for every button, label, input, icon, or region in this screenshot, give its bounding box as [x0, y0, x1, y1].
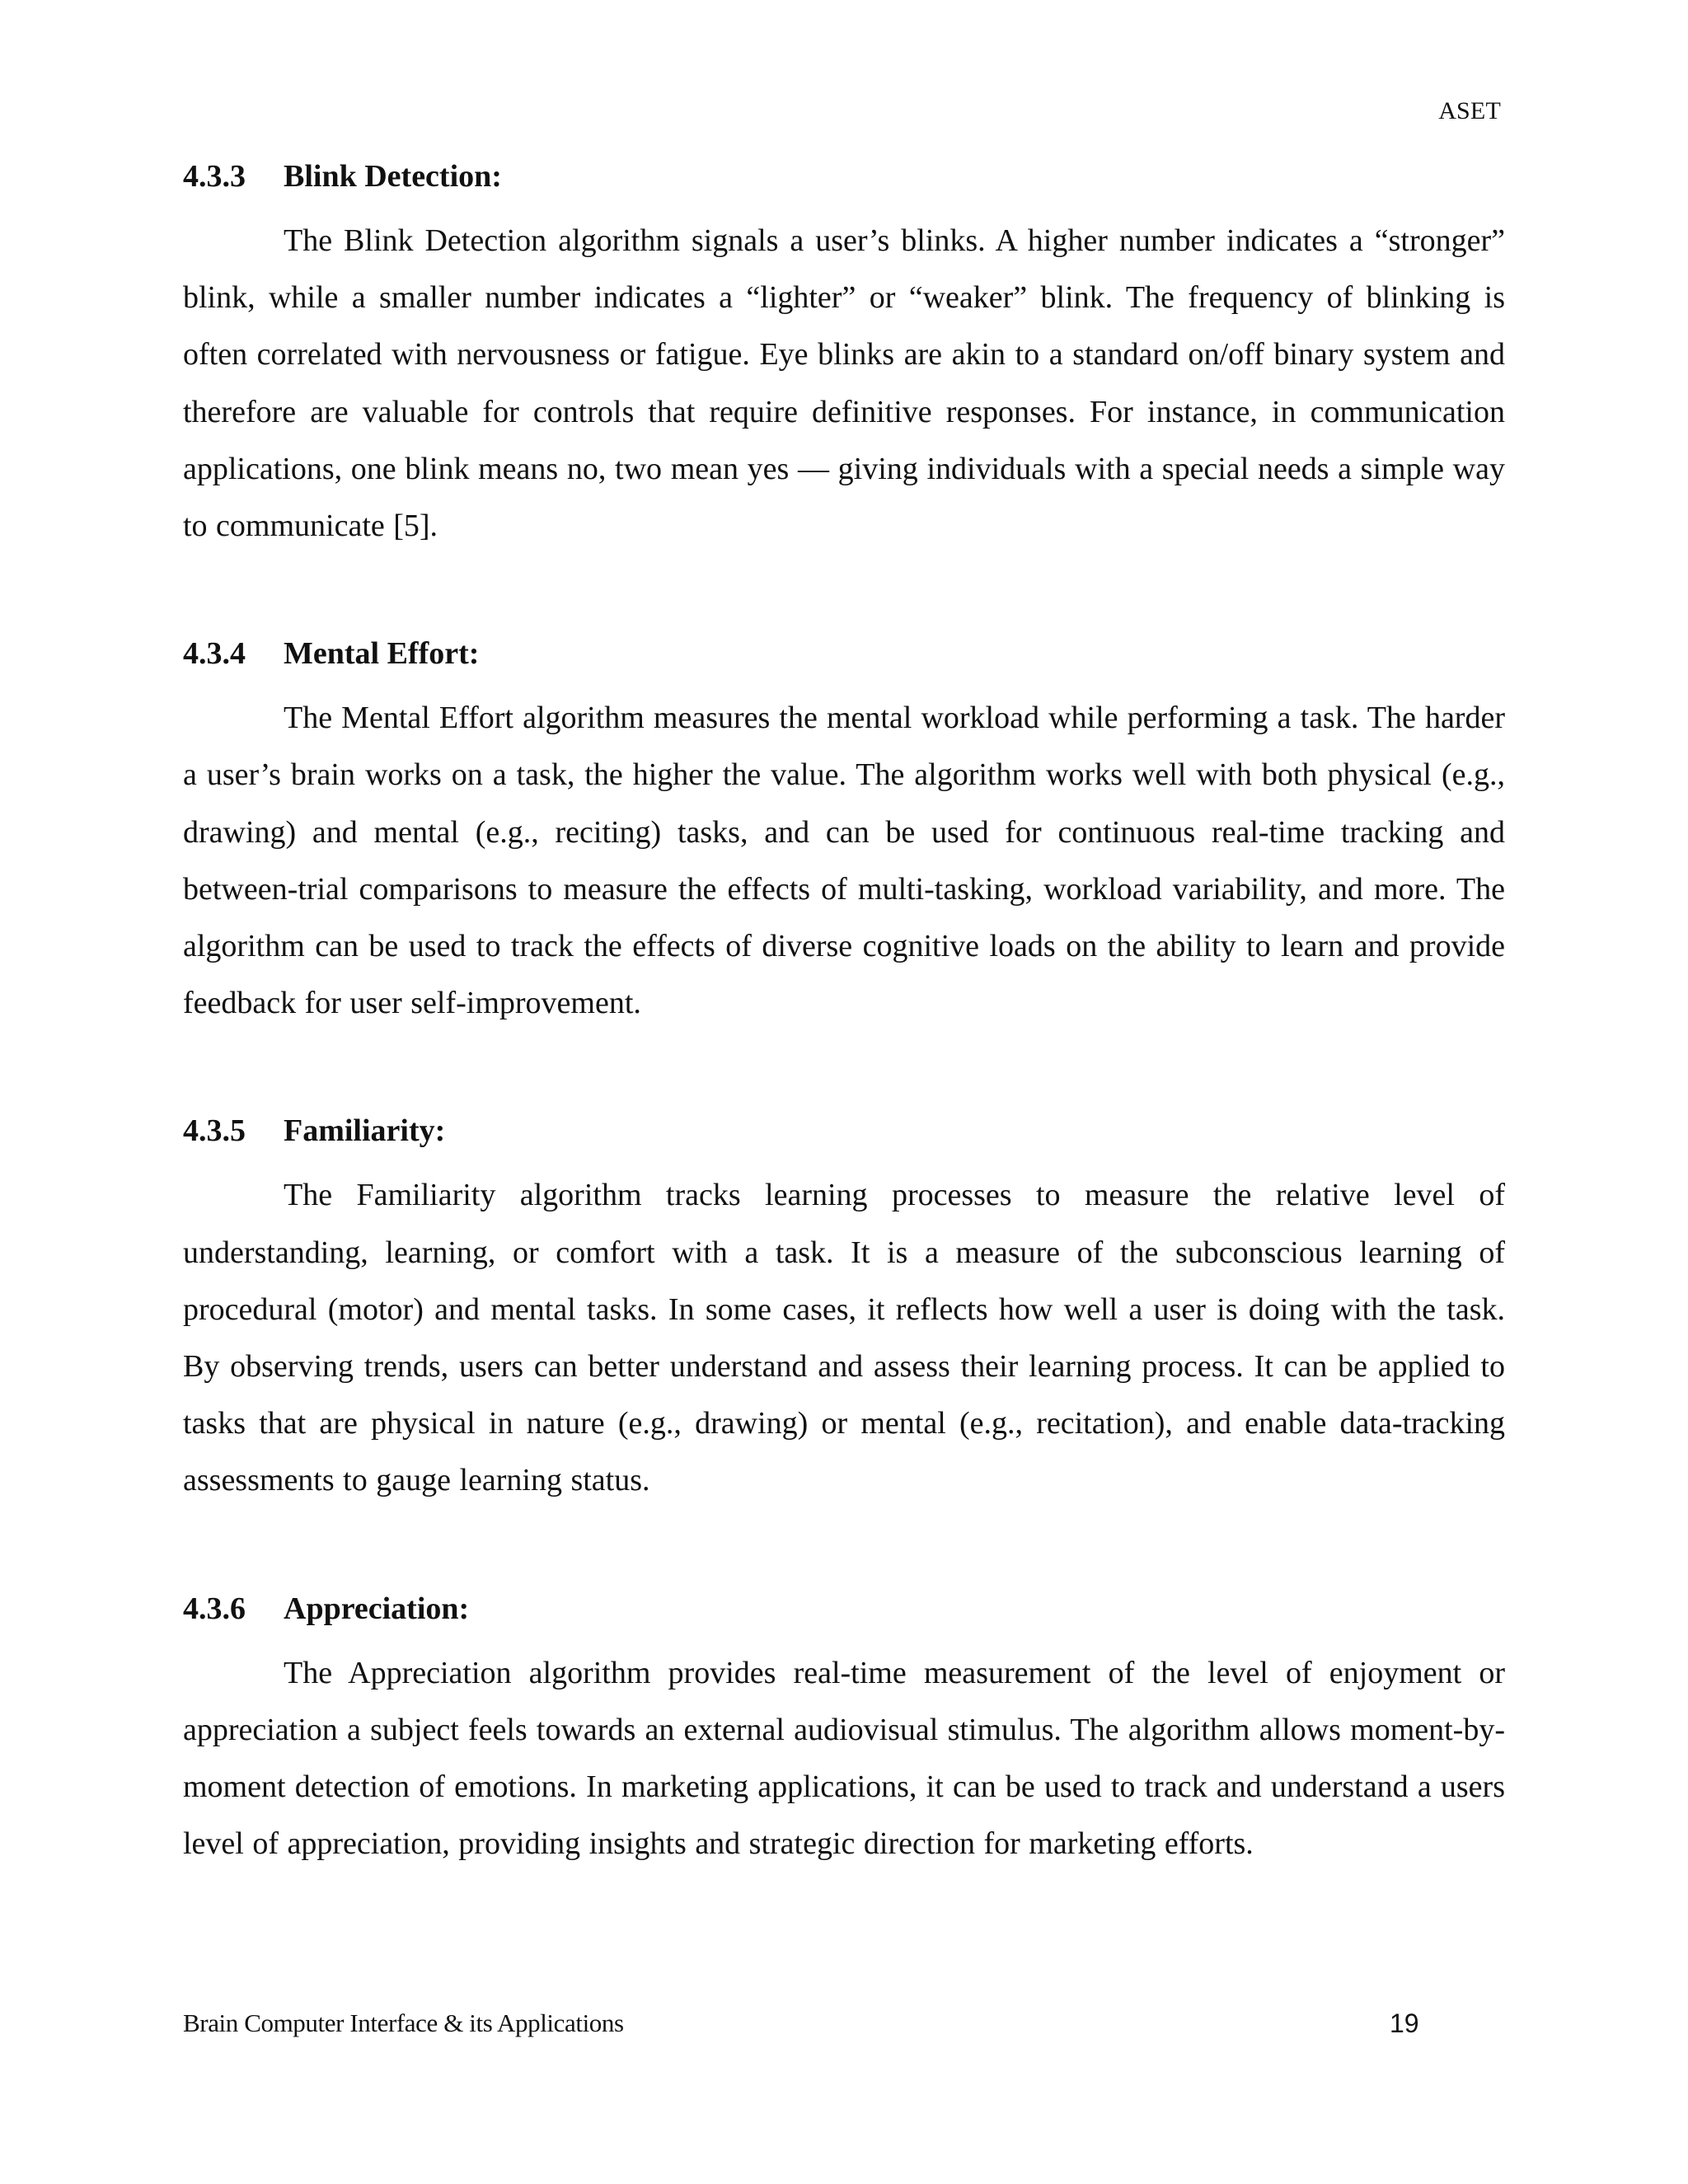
section-heading: [183, 1111, 1505, 1151]
section-number: 4.3.6: [183, 1591, 246, 1626]
section-title: Blink Detection:: [284, 159, 502, 194]
section-heading: [183, 157, 1505, 196]
section-number: 4.3.4: [183, 636, 246, 672]
section-familiarity: [183, 1111, 1505, 1509]
section-blink-detection: [183, 157, 1505, 555]
section-title: Mental Effort:: [284, 636, 480, 672]
section-mental-effort: [183, 634, 1505, 1032]
section-title: Appreciation:: [284, 1591, 470, 1626]
section-title: Familiarity:: [284, 1113, 446, 1149]
section-number: 4.3.3: [183, 159, 246, 194]
section-number: 4.3.5: [183, 1113, 246, 1149]
page-number: 19: [1390, 2008, 1419, 2038]
page-content: [183, 157, 1505, 1872]
section-paragraph: The Familiarity algorithm tracks learning processes to measure the relative level of understanding, learning, or comfort with a task. It is a measure of the subconscious learning of procedural (motor) and mental tasks. In some cases, it reflects how well a user is doing with the task. By observing trends, users can better understand and assess their learning process. It can be applied to tasks that are physical in nature (e.g., drawing) or mental (e.g., recitation), and enable data-tracking assessments to gauge learning status.: [183, 1178, 1505, 1498]
section-appreciation: [183, 1589, 1505, 1873]
section-heading: [183, 634, 1505, 673]
section-paragraph: The Appreciation algorithm provides real-time measurement of the level of enjoyment or appreciation a subject feels towards an external audiovisual stimulus. The algorithm allows moment-by-moment detection of emotions. In marketing applications, it can be used to track and understand a users level of appreciation, providing insights and strategic direction for marketing efforts.: [183, 1655, 1505, 1862]
running-header: ASET: [1438, 97, 1501, 124]
section-paragraph: The Blink Detection algorithm signals a user’s blinks. A higher number indicates a “stronger” blink, while a smaller number indicates a “lighter” or “weaker” blink. The frequency of blinking is often correlated with nervousness or fatigue. Eye blinks are akin to a standard on/off binary system and therefore are valuable for controls that require definitive responses. For instance, in communication applications, one blink means no, two mean yes — giving individuals with a special needs a simple way to communicate [5].: [183, 223, 1505, 544]
running-footer-title: Brain Computer Interface & its Applications: [183, 2008, 624, 2037]
section-paragraph: The Mental Effort algorithm measures the mental workload while performing a task. The harder a user’s brain works on a task, the higher the value. The algorithm works well with both physical (e.g., drawing) and mental (e.g., reciting) tasks, and can be used for continuous real-time tracking and between-trial comparisons to measure the effects of multi-tasking, workload variability, and more. The algorithm can be used to track the effects of diverse cognitive loads on the ability to learn and provide feedback for user self-improvement.: [183, 701, 1505, 1021]
section-heading: [183, 1589, 1505, 1629]
